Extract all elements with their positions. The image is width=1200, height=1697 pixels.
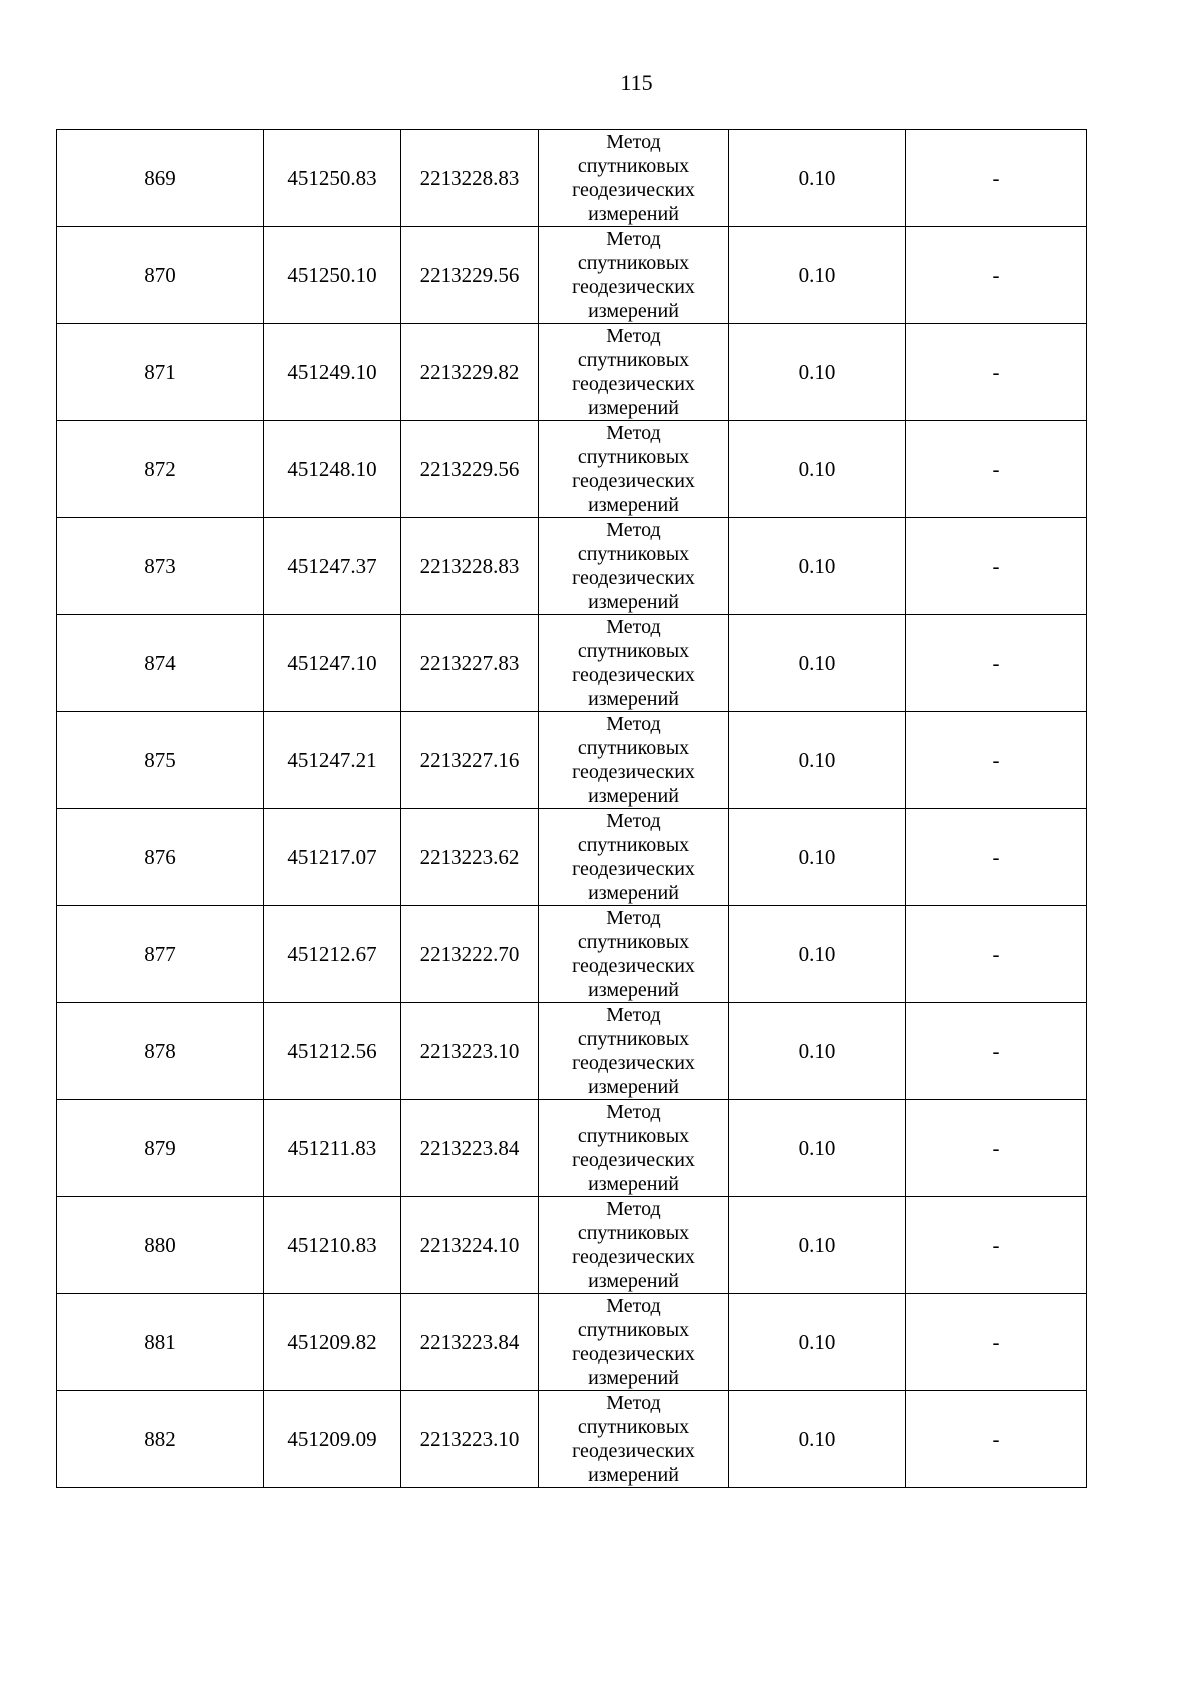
method-text-line: геодезических [572, 276, 695, 298]
point-number-cell: 878 [57, 1003, 264, 1100]
point-number-cell: 875 [57, 712, 264, 809]
y-coordinate-cell: 2213223.10 [401, 1391, 539, 1488]
x-coordinate-cell: 451217.07 [264, 809, 401, 906]
table-row [57, 1294, 1087, 1391]
y-coordinate-cell: 2213228.83 [401, 130, 539, 227]
accuracy-cell: 0.10 [729, 1197, 906, 1294]
point-number-cell: 882 [57, 1391, 264, 1488]
method-text-line: спутниковых [577, 834, 690, 856]
method-text-line: Метод [606, 131, 661, 153]
note-cell: - [906, 1100, 1087, 1197]
method-text-line: спутниковых [577, 155, 690, 177]
method-text-line: измерений [588, 300, 679, 322]
method-text-line: спутниковых [577, 640, 690, 662]
note-cell: - [906, 324, 1087, 421]
point-number-cell: 871 [57, 324, 264, 421]
accuracy-cell: 0.10 [729, 421, 906, 518]
accuracy-cell: 0.10 [729, 712, 906, 809]
note-cell: - [906, 712, 1087, 809]
method-cell [539, 324, 729, 421]
accuracy-cell: 0.10 [729, 1003, 906, 1100]
method-text-line: измерений [588, 688, 679, 710]
method-text-line: измерений [588, 979, 679, 1001]
method-text-line: геодезических [572, 470, 695, 492]
method-cell [539, 1391, 729, 1488]
method-cell [539, 1100, 729, 1197]
method-text-line: спутниковых [577, 543, 690, 565]
point-number-cell: 870 [57, 227, 264, 324]
method-text-line: Метод [606, 1392, 661, 1414]
table-row [57, 906, 1087, 1003]
method-text-line: геодезических [572, 567, 695, 589]
point-number-cell: 876 [57, 809, 264, 906]
note-cell: - [906, 421, 1087, 518]
method-text-line: измерений [588, 494, 679, 516]
method-text-line: геодезических [572, 1343, 695, 1365]
method-text-line: геодезических [572, 373, 695, 395]
note-cell: - [906, 1294, 1087, 1391]
method-text-line: Метод [606, 907, 661, 929]
y-coordinate-cell: 2213223.10 [401, 1003, 539, 1100]
method-text-line: Метод [606, 1101, 661, 1123]
method-text-line: геодезических [572, 664, 695, 686]
page-number: 115 [620, 70, 653, 95]
table-body [57, 130, 1087, 1488]
point-number-cell: 881 [57, 1294, 264, 1391]
method-cell [539, 712, 729, 809]
accuracy-cell: 0.10 [729, 518, 906, 615]
method-text-line: геодезических [572, 761, 695, 783]
y-coordinate-cell: 2213229.56 [401, 421, 539, 518]
method-text-line: спутниковых [577, 737, 690, 759]
table-row [57, 227, 1087, 324]
x-coordinate-cell: 451247.37 [264, 518, 401, 615]
method-cell [539, 1003, 729, 1100]
method-cell [539, 227, 729, 324]
accuracy-cell: 0.10 [729, 1100, 906, 1197]
x-coordinate-cell: 451249.10 [264, 324, 401, 421]
method-text-line: измерений [588, 1076, 679, 1098]
note-cell: - [906, 615, 1087, 712]
method-text-line: измерений [588, 397, 679, 419]
method-text-line: спутниковых [577, 349, 690, 371]
accuracy-cell: 0.10 [729, 324, 906, 421]
table-row [57, 1197, 1087, 1294]
x-coordinate-cell: 451247.21 [264, 712, 401, 809]
method-text-line: геодезических [572, 1052, 695, 1074]
x-coordinate-cell: 451210.83 [264, 1197, 401, 1294]
method-text-line: геодезических [572, 1440, 695, 1462]
note-cell: - [906, 1391, 1087, 1488]
x-coordinate-cell: 451247.10 [264, 615, 401, 712]
method-text-line: Метод [606, 422, 661, 444]
y-coordinate-cell: 2213229.82 [401, 324, 539, 421]
method-text-line: геодезических [572, 858, 695, 880]
point-number-cell: 869 [57, 130, 264, 227]
y-coordinate-cell: 2213224.10 [401, 1197, 539, 1294]
method-text-line: спутниковых [577, 1125, 690, 1147]
table-row [57, 809, 1087, 906]
accuracy-cell: 0.10 [729, 1294, 906, 1391]
y-coordinate-cell: 2213222.70 [401, 906, 539, 1003]
note-cell: - [906, 906, 1087, 1003]
y-coordinate-cell: 2213228.83 [401, 518, 539, 615]
x-coordinate-cell: 451248.10 [264, 421, 401, 518]
accuracy-cell: 0.10 [729, 906, 906, 1003]
method-text-line: спутниковых [577, 252, 690, 274]
method-text-line: Метод [606, 616, 661, 638]
accuracy-cell: 0.10 [729, 615, 906, 712]
point-number-cell: 877 [57, 906, 264, 1003]
coordinates-table [56, 129, 1087, 1488]
method-text-line: спутниковых [577, 931, 690, 953]
method-text-line: Метод [606, 519, 661, 541]
method-text-line: спутниковых [577, 1416, 690, 1438]
accuracy-cell: 0.10 [729, 809, 906, 906]
method-text-line: измерений [588, 1173, 679, 1195]
table-row [57, 1003, 1087, 1100]
method-text-line: геодезических [572, 955, 695, 977]
note-cell: - [906, 130, 1087, 227]
table-row [57, 1391, 1087, 1488]
table-row [57, 1100, 1087, 1197]
y-coordinate-cell: 2213227.16 [401, 712, 539, 809]
point-number-cell: 879 [57, 1100, 264, 1197]
x-coordinate-cell: 451250.10 [264, 227, 401, 324]
method-text-line: Метод [606, 228, 661, 250]
method-cell [539, 906, 729, 1003]
accuracy-cell: 0.10 [729, 1391, 906, 1488]
point-number-cell: 872 [57, 421, 264, 518]
method-text-line: измерений [588, 785, 679, 807]
method-cell [539, 518, 729, 615]
method-text-line: Метод [606, 1004, 661, 1026]
method-text-line: измерений [588, 882, 679, 904]
method-cell [539, 130, 729, 227]
method-text-line: геодезических [572, 1246, 695, 1268]
method-text-line: измерений [588, 591, 679, 613]
method-cell [539, 1197, 729, 1294]
method-cell [539, 809, 729, 906]
method-text-line: спутниковых [577, 1222, 690, 1244]
x-coordinate-cell: 451209.09 [264, 1391, 401, 1488]
x-coordinate-cell: 451212.67 [264, 906, 401, 1003]
accuracy-cell: 0.10 [729, 227, 906, 324]
table-row [57, 324, 1087, 421]
method-text-line: измерений [588, 1270, 679, 1292]
method-cell [539, 421, 729, 518]
method-text-line: Метод [606, 1295, 661, 1317]
accuracy-cell: 0.10 [729, 130, 906, 227]
method-text-line: Метод [606, 713, 661, 735]
method-text-line: спутниковых [577, 1319, 690, 1341]
note-cell: - [906, 1197, 1087, 1294]
method-text-line: геодезических [572, 1149, 695, 1171]
table-row [57, 130, 1087, 227]
table-row [57, 518, 1087, 615]
method-text-line: Метод [606, 1198, 661, 1220]
method-text-line: Метод [606, 810, 661, 832]
x-coordinate-cell: 451211.83 [264, 1100, 401, 1197]
table-row [57, 615, 1087, 712]
y-coordinate-cell: 2213229.56 [401, 227, 539, 324]
x-coordinate-cell: 451212.56 [264, 1003, 401, 1100]
note-cell: - [906, 809, 1087, 906]
method-text-line: измерений [588, 203, 679, 225]
method-text-line: спутниковых [577, 1028, 690, 1050]
method-text-line: спутниковых [577, 446, 690, 468]
method-text-line: измерений [588, 1367, 679, 1389]
table-row [57, 712, 1087, 809]
method-cell [539, 615, 729, 712]
note-cell: - [906, 1003, 1087, 1100]
y-coordinate-cell: 2213223.62 [401, 809, 539, 906]
table-row [57, 421, 1087, 518]
method-cell [539, 1294, 729, 1391]
method-text-line: Метод [606, 325, 661, 347]
x-coordinate-cell: 451250.83 [264, 130, 401, 227]
point-number-cell: 880 [57, 1197, 264, 1294]
note-cell: - [906, 518, 1087, 615]
method-text-line: геодезических [572, 179, 695, 201]
method-text-line: измерений [588, 1464, 679, 1486]
y-coordinate-cell: 2213223.84 [401, 1100, 539, 1197]
x-coordinate-cell: 451209.82 [264, 1294, 401, 1391]
y-coordinate-cell: 2213223.84 [401, 1294, 539, 1391]
point-number-cell: 873 [57, 518, 264, 615]
note-cell: - [906, 227, 1087, 324]
point-number-cell: 874 [57, 615, 264, 712]
y-coordinate-cell: 2213227.83 [401, 615, 539, 712]
